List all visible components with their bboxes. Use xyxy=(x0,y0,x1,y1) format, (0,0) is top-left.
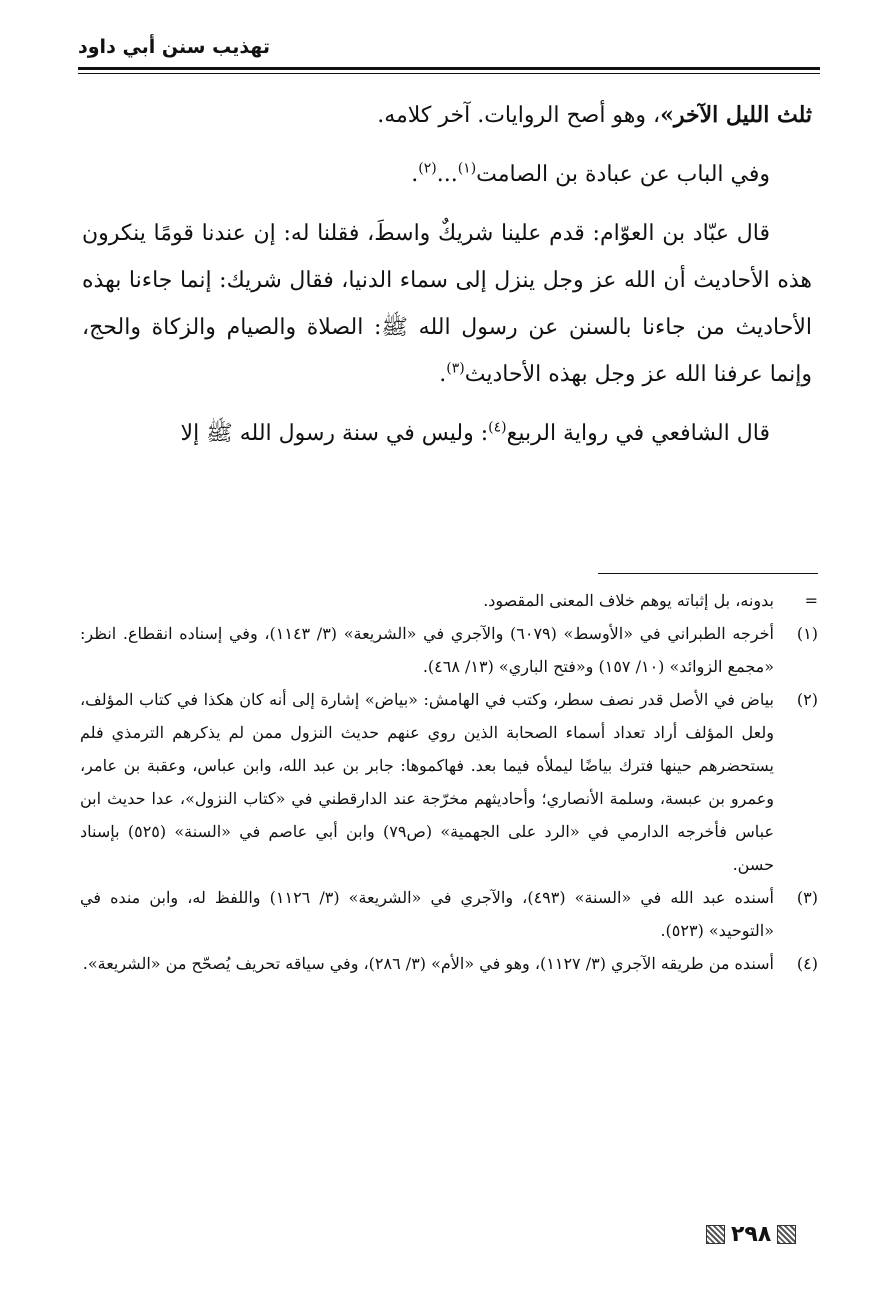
header-rule-thin xyxy=(78,73,820,74)
paragraph-1-rest: ، وهو أصح الروايات. آخر كلامه. xyxy=(377,103,661,128)
footnote-text: بدونه، بل إثباته يوهم خلاف المعنى المقصود. xyxy=(483,591,774,610)
footnote-1 xyxy=(80,617,818,683)
paragraph-2-end: . xyxy=(411,162,419,187)
footnote-ref-2[interactable]: (٢) xyxy=(418,160,437,177)
paragraph-3-text: قال عبّاد بن العوّام: قدم علينا شريكٌ واسطَ، فقلنا له: إن عندنا قومًا ينكرون هذه الأحاديث أن الله عز وجل ينزل إلى سماء الدنيا، فقال شريك: إنما جاءنا بهذه الأحاديث من جاءنا بالسنن عن رسول الله ﷺ: الصلاة والصيام والزكاة والحج، وإنما عرفنا الله عز وجل بهذه الأحاديث xyxy=(82,221,812,387)
footnote-3 xyxy=(80,881,818,947)
footnotes-section xyxy=(80,584,818,980)
footnote-ref-3[interactable]: (٣) xyxy=(446,360,465,377)
paragraph-2 xyxy=(82,151,812,198)
footnote-text: أخرجه الطبراني في «الأوسط» (٦٠٧٩) والآجري في «الشريعة» (٣/ ١١٤٣)، وفي إسناده انقطاع. انظر: «مجمع الزوائد» (١٠/ ١٥٧) و«فتح الباري» (١٣/ ٤٦٨). xyxy=(80,624,775,676)
paragraph-4-rest: : وليس في سنة رسول الله ﷺ إلا xyxy=(180,421,489,446)
footnote-ref-4[interactable]: (٤) xyxy=(488,419,507,436)
footnote-text: أسنده عبد الله في «السنة» (٤٩٣)، والآجري في «الشريعة» (٣/ ١١٢٦) واللفظ له، وابن منده في «التوحيد» (٥٢٣). xyxy=(80,888,775,940)
main-text xyxy=(82,92,812,457)
ornament-icon xyxy=(706,1225,725,1244)
bold-phrase: ثلث الليل الآخر» xyxy=(660,102,812,128)
paragraph-3 xyxy=(82,210,812,398)
footnote-mark: = xyxy=(804,591,818,610)
footnote-mark: (٣) xyxy=(796,888,818,907)
paragraph-4 xyxy=(82,410,812,457)
footnote-mark: (٢) xyxy=(796,690,818,709)
footnote-mark: (١) xyxy=(796,624,818,643)
paragraph-4-text: قال الشافعي في رواية الربيع xyxy=(506,421,770,446)
footnote-mark: (٤) xyxy=(796,954,818,973)
ellipsis: ... xyxy=(436,162,458,187)
footnote-separator xyxy=(598,573,818,574)
paragraph-1 xyxy=(82,92,812,139)
footnote-4 xyxy=(80,947,818,980)
page-number-block xyxy=(706,1222,796,1247)
header-rule-thick xyxy=(78,67,820,70)
footnote-continuation xyxy=(80,584,818,617)
ornament-icon xyxy=(777,1225,796,1244)
footnote-ref-1[interactable]: (١) xyxy=(457,160,477,177)
paragraph-3-end: . xyxy=(439,362,447,387)
paragraph-2-text: وفي الباب عن عبادة بن الصامت xyxy=(476,162,770,187)
running-header-title: تهذيب سنن أبي داود xyxy=(78,36,270,58)
footnote-text: بياض في الأصل قدر نصف سطر، وكتب في الهامش: «بياض» إشارة إلى أنه كان هكذا في كتاب المؤلف، ولعل المؤلف أراد تعداد أسماء الصحابة الذين روي عنهم حديث النزول ممن لم يذكرهم الترمذي فلم يستحضرهم حينها فترك بياضًا ليملأه فيما بعد. فهاكموها: جابر بن عبد الله، وابن عباس، وعقبة بن عامر، وعمرو بن عبسة، وسلمة الأنصاري؛ وأحاديثهم مخرّجة عند الدارقطني في «كتاب النزول»، عدا حديث ابن عباس فأخرجه الدارمي في «الرد على الجهمية» (ص٧٩) وابن أبي عاصم في «السنة» (٥٢٥) بإسناد حسن. xyxy=(80,690,775,874)
page-number: ٢٩٨ xyxy=(731,1222,772,1247)
footnote-text: أسنده من طريقه الآجري (٣/ ١١٢٧)، وهو في «الأم» (٣/ ٢٨٦)، وفي سياقه تحريف يُصحّح من «الشريعة». xyxy=(82,954,774,973)
footnote-2 xyxy=(80,683,818,881)
